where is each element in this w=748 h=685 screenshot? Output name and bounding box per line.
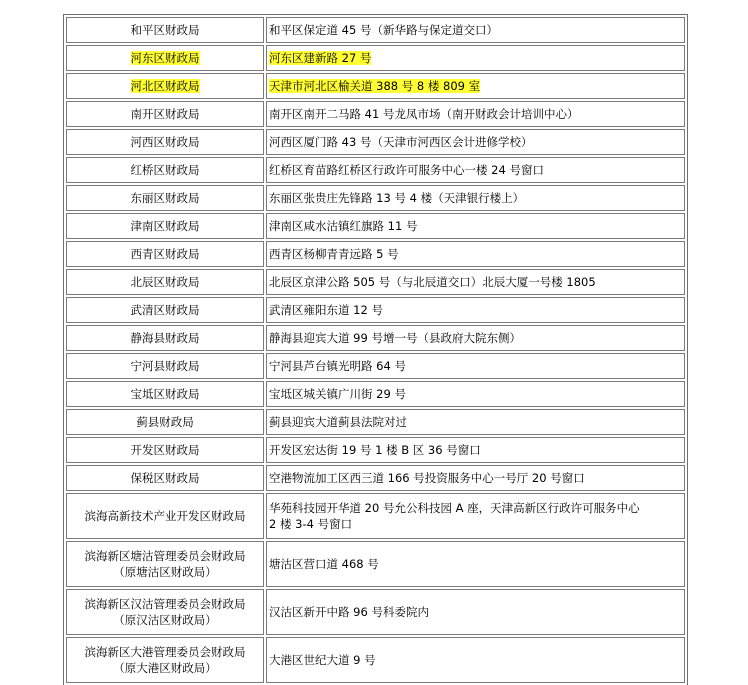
- bureau-name-cell: [66, 409, 264, 435]
- bureau-name-cell: [66, 17, 264, 43]
- bureau-name: 滨海新区汉沽管理委员会财政局: [84, 597, 246, 611]
- bureau-address: 南开区南开二马路 41 号龙凤市场（南开财政会计培训中心）: [269, 107, 579, 121]
- table-row: [66, 353, 685, 379]
- bureau-name: 津南区财政局: [130, 219, 200, 233]
- table-row: [66, 297, 685, 323]
- bureau-name-cell: [66, 353, 264, 379]
- bureau-address-cell: [266, 45, 685, 71]
- bureau-name-cell: [66, 185, 264, 211]
- bureau-address: 2 楼 3-4 号窗口: [269, 517, 353, 531]
- bureau-name: （原塘沽区财政局）: [113, 565, 217, 579]
- bureau-name: 静海县财政局: [130, 331, 200, 345]
- bureau-name: 和平区财政局: [130, 23, 200, 37]
- bureau-address: 宁河县芦台镇光明路 64 号: [269, 359, 406, 373]
- table-row: [66, 129, 685, 155]
- bureau-address: 大港区世纪大道 9 号: [269, 653, 376, 667]
- bureau-name: 河东区财政局: [130, 51, 200, 65]
- bureau-name-cell: [66, 101, 264, 127]
- bureau-address-cell: [266, 73, 685, 99]
- bureau-address: 蓟县迎宾大道蓟县法院对过: [269, 415, 407, 429]
- bureau-address-cell: [266, 185, 685, 211]
- table-row: [66, 17, 685, 43]
- bureau-name: 宁河县财政局: [130, 359, 200, 373]
- finance-bureau-table: [63, 14, 688, 685]
- bureau-address: 河西区厦门路 43 号（天津市河西区会计进修学校）: [269, 135, 533, 149]
- bureau-address: 河东区建新路 27 号: [269, 51, 372, 65]
- bureau-address: 开发区宏达街 19 号 1 楼 B 区 36 号窗口: [269, 443, 481, 457]
- bureau-address-cell: [266, 269, 685, 295]
- table-row: [66, 213, 685, 239]
- bureau-name-cell: [66, 325, 264, 351]
- bureau-address: 东丽区张贵庄先锋路 13 号 4 楼（天津银行楼上）: [269, 191, 525, 205]
- bureau-name-cell: [66, 45, 264, 71]
- bureau-address-cell: [266, 325, 685, 351]
- bureau-address: 武清区雍阳东道 12 号: [269, 303, 383, 317]
- table-row: [66, 45, 685, 71]
- bureau-address-cell: [266, 241, 685, 267]
- table-row: [66, 241, 685, 267]
- bureau-name: 滨海新区塘沽管理委员会财政局: [84, 549, 246, 563]
- bureau-name: 河西区财政局: [130, 135, 200, 149]
- bureau-address: 北辰区京津公路 505 号（与北辰道交口）北辰大厦一号楼 1805: [269, 275, 596, 289]
- bureau-name-cell: [66, 493, 264, 539]
- bureau-address-cell: [266, 213, 685, 239]
- bureau-name-cell: [66, 437, 264, 463]
- bureau-name-cell: [66, 637, 264, 683]
- bureau-address: 宝坻区城关镇广川街 29 号: [269, 387, 406, 401]
- bureau-name-cell: [66, 241, 264, 267]
- bureau-address-cell: [266, 465, 685, 491]
- bureau-address: 华苑科技园开华道 20 号允公科技园 A 座，天津高新区行政许可服务中心: [269, 501, 640, 515]
- bureau-address: 西青区杨柳青青远路 5 号: [269, 247, 399, 261]
- bureau-address-cell: [266, 129, 685, 155]
- bureau-name-cell: [66, 213, 264, 239]
- bureau-name: 红桥区财政局: [130, 163, 200, 177]
- bureau-name-cell: [66, 73, 264, 99]
- bureau-name: 南开区财政局: [130, 107, 200, 121]
- table-row: [66, 409, 685, 435]
- bureau-address: 塘沽区营口道 468 号: [269, 557, 379, 571]
- bureau-name: 宝坻区财政局: [130, 387, 200, 401]
- table-body: [66, 17, 685, 683]
- bureau-address-cell: [266, 157, 685, 183]
- table-row: [66, 381, 685, 407]
- table-row: [66, 101, 685, 127]
- bureau-name: 保税区财政局: [130, 471, 200, 485]
- bureau-address: 汉沽区新开中路 96 号科委院内: [269, 605, 429, 619]
- bureau-address-cell: [266, 637, 685, 683]
- bureau-name: 滨海新区大港管理委员会财政局: [84, 645, 246, 659]
- bureau-name: （原大港区财政局）: [113, 661, 217, 675]
- table-row: [66, 541, 685, 587]
- bureau-name-cell: [66, 465, 264, 491]
- bureau-address-cell: [266, 101, 685, 127]
- bureau-name-cell: [66, 129, 264, 155]
- bureau-address: 天津市河北区榆关道 388 号 8 楼 809 室: [269, 79, 481, 93]
- bureau-name: 开发区财政局: [130, 443, 200, 457]
- bureau-address: 空港物流加工区西三道 166 号投资服务中心一号厅 20 号窗口: [269, 471, 585, 485]
- bureau-address-cell: [266, 409, 685, 435]
- bureau-name-cell: [66, 589, 264, 635]
- table-row: [66, 269, 685, 295]
- table-row: [66, 465, 685, 491]
- bureau-address-cell: [266, 493, 685, 539]
- bureau-address: 津南区咸水沽镇红旗路 11 号: [269, 219, 418, 233]
- bureau-address-cell: [266, 297, 685, 323]
- table-row: [66, 73, 685, 99]
- bureau-name: 西青区财政局: [130, 247, 200, 261]
- table-row: [66, 325, 685, 351]
- table-row: [66, 185, 685, 211]
- bureau-name: 东丽区财政局: [130, 191, 200, 205]
- bureau-name: 北辰区财政局: [130, 275, 200, 289]
- bureau-address: 静海县迎宾大道 99 号增一号（县政府大院东侧）: [269, 331, 521, 345]
- table-row: [66, 493, 685, 539]
- bureau-address: 红桥区育苗路红桥区行政许可服务中心一楼 24 号窗口: [269, 163, 544, 177]
- bureau-address: 和平区保定道 45 号（新华路与保定道交口）: [269, 23, 498, 37]
- bureau-name: 河北区财政局: [130, 79, 200, 93]
- bureau-address-cell: [266, 353, 685, 379]
- table-row: [66, 437, 685, 463]
- table-row: [66, 637, 685, 683]
- bureau-name: 武清区财政局: [130, 303, 200, 317]
- bureau-name: 蓟县财政局: [136, 415, 194, 429]
- table-row: [66, 157, 685, 183]
- bureau-name: 滨海高新技术产业开发区财政局: [84, 509, 246, 523]
- bureau-address-cell: [266, 437, 685, 463]
- bureau-address-cell: [266, 17, 685, 43]
- bureau-address-cell: [266, 541, 685, 587]
- bureau-name-cell: [66, 157, 264, 183]
- bureau-name-cell: [66, 269, 264, 295]
- table-row: [66, 589, 685, 635]
- bureau-name: （原汉沽区财政局）: [113, 613, 217, 627]
- bureau-name-cell: [66, 541, 264, 587]
- bureau-name-cell: [66, 381, 264, 407]
- bureau-address-cell: [266, 589, 685, 635]
- bureau-name-cell: [66, 297, 264, 323]
- bureau-address-cell: [266, 381, 685, 407]
